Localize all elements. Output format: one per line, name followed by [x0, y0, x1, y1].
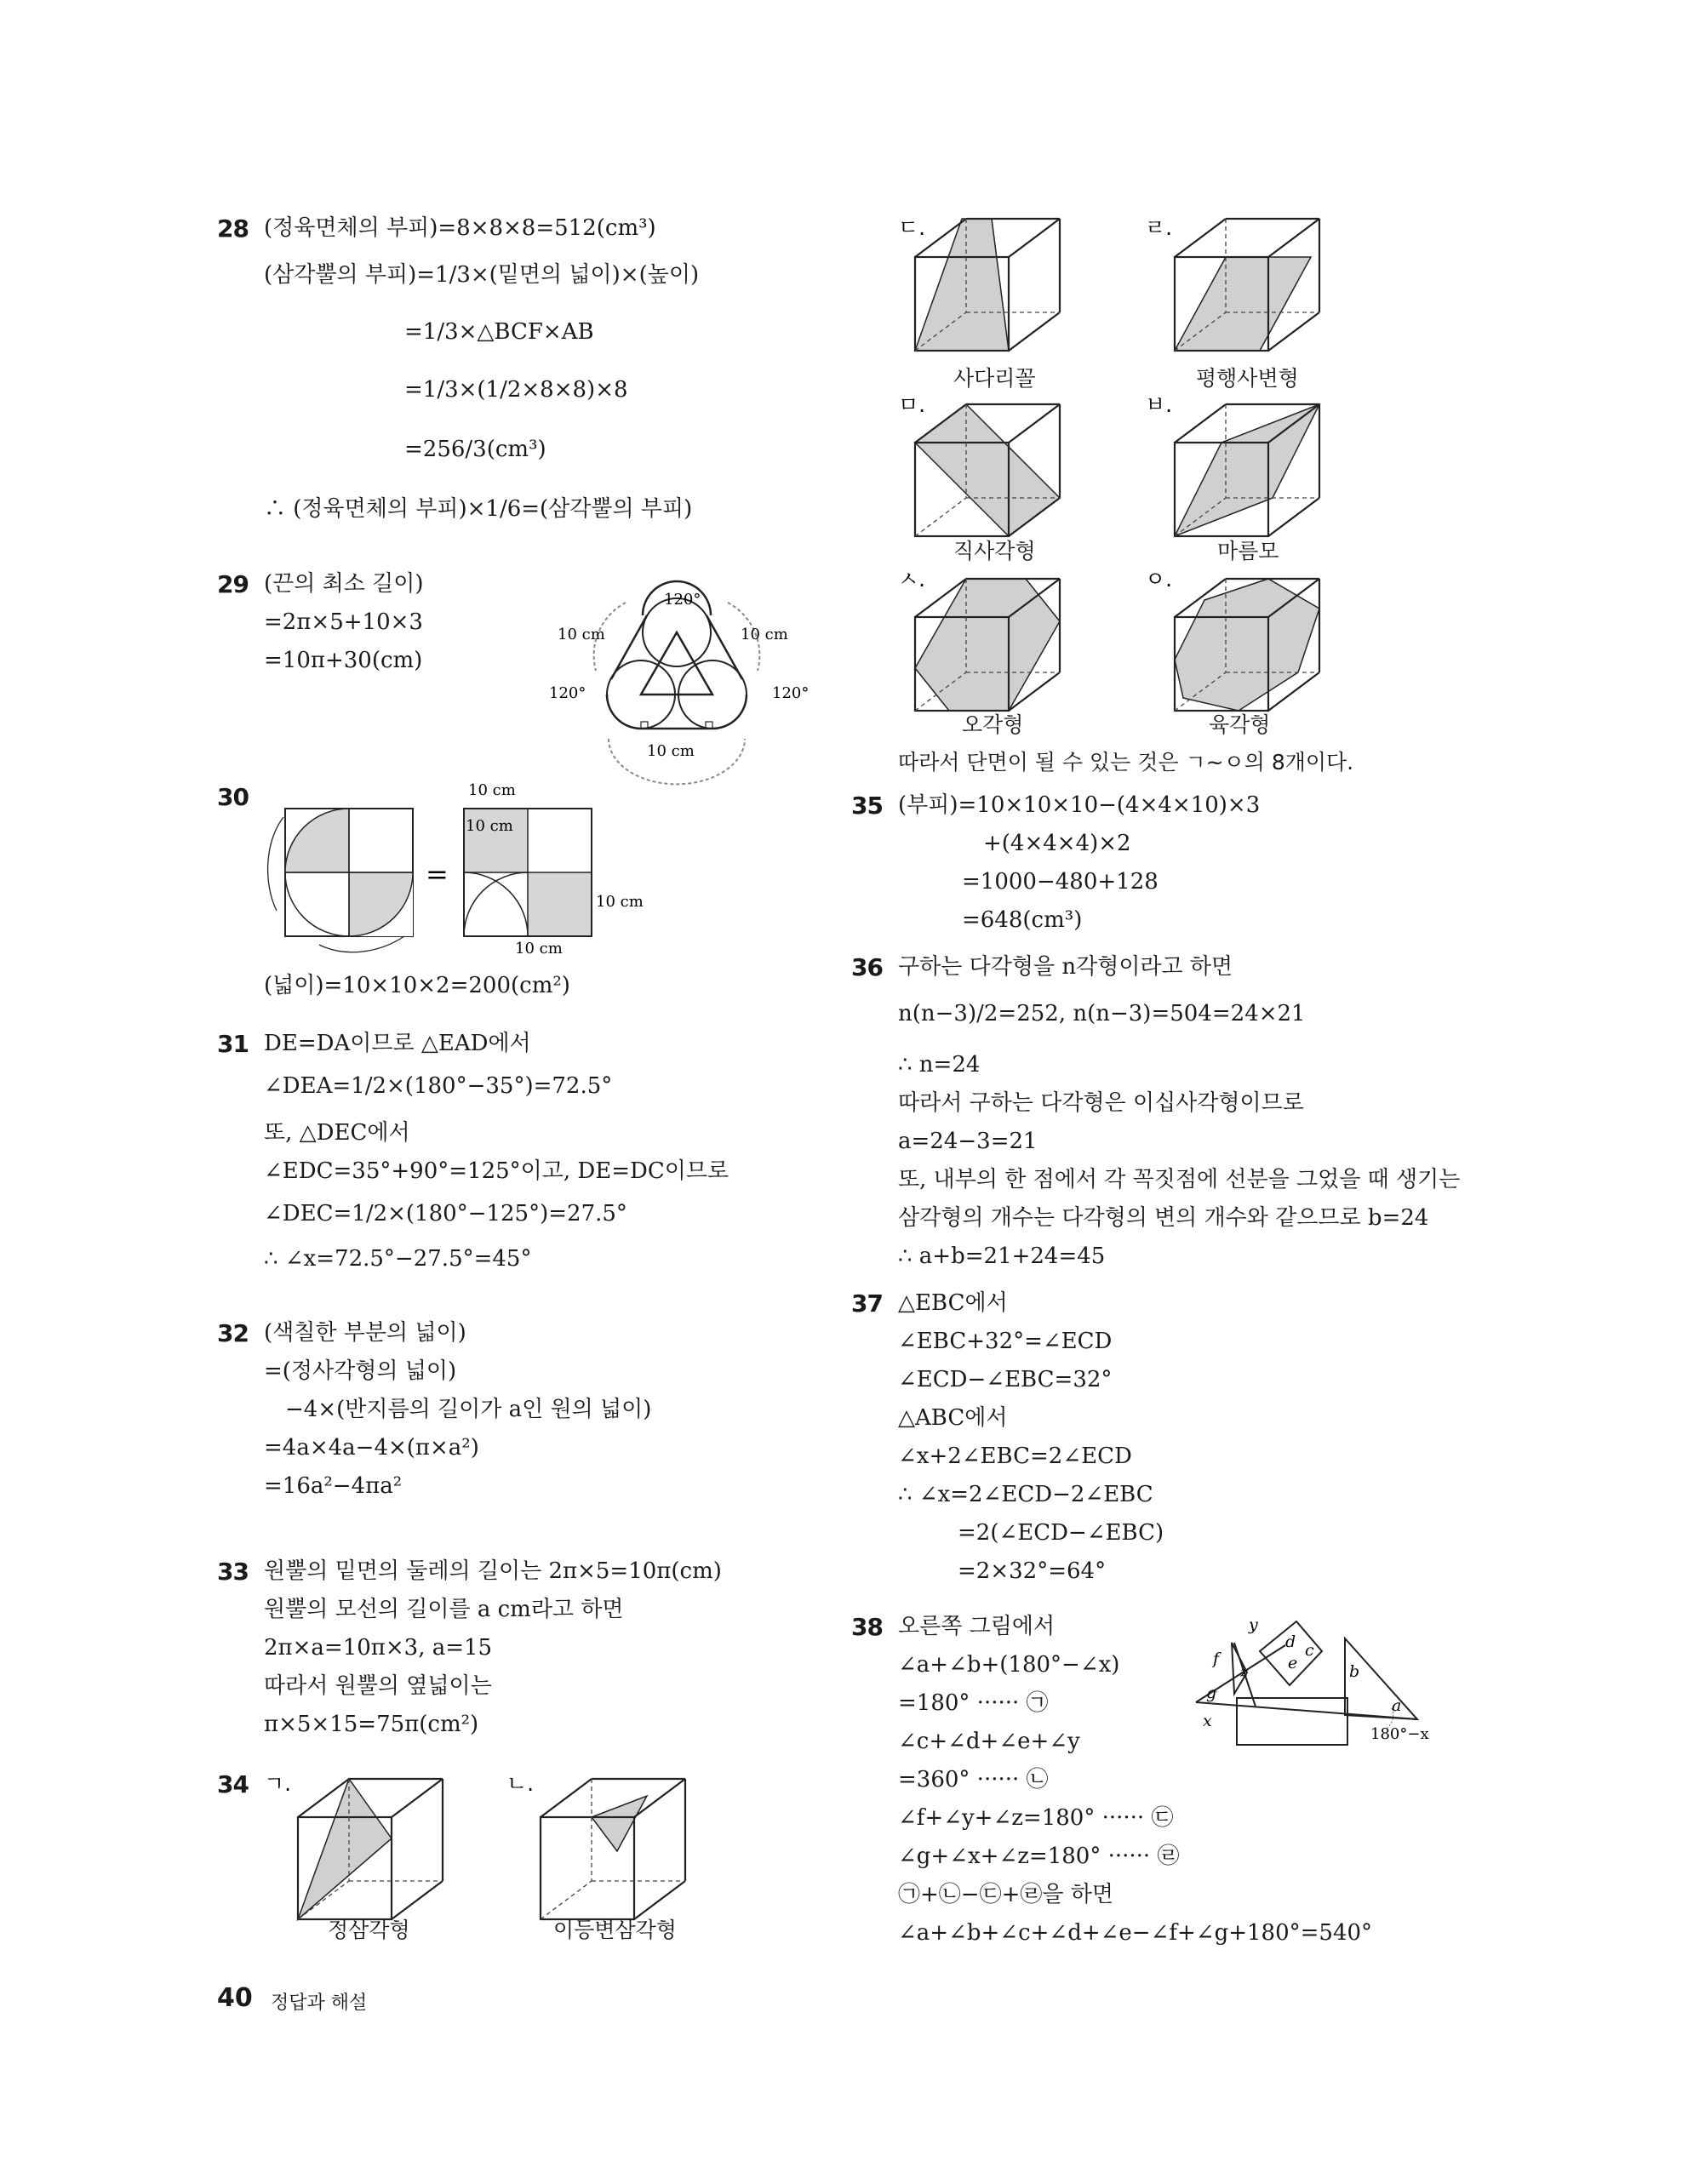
- solution-line: ∠c+∠d+∠e+∠y: [898, 1729, 1080, 1754]
- angle-label: z: [1240, 1664, 1248, 1681]
- problem-number: 28: [217, 214, 249, 243]
- solution-line: π×5×15=75π(cm²): [264, 1712, 479, 1737]
- cube-section-3: [898, 214, 1094, 385]
- solution-line: ∠DEC=1/2×(180°−125°)=27.5°: [264, 1201, 627, 1226]
- cube-caption: 사다리꼴: [953, 366, 1036, 391]
- cube-mark: ㅇ.: [1145, 567, 1173, 592]
- solution-line: ∠g+∠x+∠z=180° ······ ㉣: [898, 1844, 1180, 1869]
- three-circles-figure: [549, 577, 810, 760]
- solution-line: ∠ECD−∠EBC=32°: [898, 1367, 1113, 1392]
- solution-line: ∠a+∠b+∠c+∠d+∠e−∠f+∠g+180°=540°: [898, 1920, 1373, 1946]
- solution-line: ∠f+∠y+∠z=180° ······ ㉢: [898, 1805, 1174, 1831]
- problem-number: 30: [217, 783, 249, 811]
- solution-line: (색칠한 부분의 넓이): [264, 1320, 466, 1346]
- solution-line: ∠DEA=1/2×(180°−35°)=72.5°: [264, 1073, 613, 1099]
- solution-line: 원뿔의 모선의 길이를 a cm라고 하면: [264, 1597, 624, 1622]
- solution-line: =2(∠ECD−∠EBC): [958, 1520, 1164, 1546]
- cube-mark: ㄷ.: [898, 215, 926, 240]
- problem-28: [217, 214, 864, 538]
- cube-mark: ㄹ.: [1145, 215, 1173, 240]
- problem-34-conclusion: 따라서 단면이 될 수 있는 것은 ㄱ~ㅇ의 8개이다.: [898, 750, 1354, 775]
- solution-line: =2π×5+10×3: [264, 609, 423, 635]
- cube-section-5: [898, 392, 1094, 553]
- solution-line: a=24−3=21: [898, 1129, 1038, 1154]
- solution-line: =256/3(cm³): [404, 437, 546, 462]
- solution-line: (정육면체의 부피)=8×8×8=512(cm³): [264, 215, 656, 241]
- solution-line: 오른쪽 그림에서: [898, 1614, 1056, 1639]
- solution-line: ∠EBC+32°=∠ECD: [898, 1329, 1113, 1354]
- problem-30: [217, 783, 864, 1004]
- cube-section-7: [898, 566, 1094, 728]
- angle-label: 120°: [549, 684, 586, 702]
- solution-line: (부피)=10×10×10−(4×4×10)×3: [898, 792, 1261, 818]
- cube-section-8: [1145, 566, 1341, 728]
- solution-line: 삼각형의 개수는 다각형의 변의 개수와 같으므로 b=24: [898, 1205, 1429, 1231]
- problem-number: 31: [217, 1030, 249, 1058]
- cube-mark: ㅂ.: [1145, 392, 1173, 417]
- solution-line: =4a×4a−4×(π×a²): [264, 1435, 479, 1461]
- solution-line: 원뿔의 밑면의 둘레의 길이는 2π×5=10π(cm): [264, 1558, 722, 1584]
- angle-label: f: [1213, 1649, 1220, 1668]
- solution-line: (끈의 최소 길이): [264, 571, 424, 597]
- solution-line: ∠EDC=35°+90°=125°이고, DE=DC이므로: [264, 1158, 729, 1184]
- solution-line: 또, △DEC에서: [264, 1120, 410, 1146]
- solution-line: △EBC에서: [898, 1290, 1008, 1316]
- solution-line: (삼각뿔의 부피)=1/3×(밑면의 넓이)×(높이): [264, 262, 700, 288]
- solution-line: ∴ ∠x=2∠ECD−2∠EBC: [898, 1482, 1153, 1507]
- solution-line: ∴ a+b=21+24=45: [898, 1244, 1106, 1269]
- problem-number: 33: [217, 1558, 249, 1586]
- solution-line: ∴ (정육면체의 부피)×1/6=(삼각뿔의 부피): [264, 496, 693, 522]
- problem-number: 35: [851, 792, 883, 820]
- solution-line: 또, 내부의 한 점에서 각 꼭짓점에 선분을 그었을 때 생기는: [898, 1167, 1461, 1192]
- length-label: 10 cm: [515, 940, 563, 958]
- solution-line: 2π×a=10π×3, a=15: [264, 1635, 493, 1661]
- angle-figure: [1187, 1613, 1443, 1758]
- cube-section-6: [1145, 392, 1341, 553]
- cube-caption: 이등변삼각형: [553, 1918, 677, 1942]
- cube-caption: 정삼각형: [328, 1918, 410, 1942]
- angle-label: e: [1288, 1654, 1298, 1672]
- solution-line: (넓이)=10×10×2=200(cm²): [264, 973, 570, 998]
- angle-label: 180°−x: [1370, 1725, 1429, 1743]
- cube-caption: 육각형: [1209, 712, 1271, 737]
- angle-label: d: [1285, 1632, 1296, 1651]
- cube-mark: ㄴ.: [506, 1771, 535, 1796]
- shaded-squares-figure: [268, 783, 660, 962]
- angle-label: 120°: [772, 684, 810, 702]
- problem-31: [217, 1030, 864, 1285]
- solution-line: 따라서 원뿔의 옆넓이는: [264, 1673, 492, 1699]
- problem-number: 36: [851, 953, 883, 981]
- solution-line: −4×(반지름의 길이가 a인 원의 넓이): [285, 1397, 652, 1422]
- solution-line: DE=DA이므로 △EAD에서: [264, 1031, 531, 1056]
- solution-line: =10π+30(cm): [264, 648, 423, 673]
- problem-33: [217, 1558, 864, 1753]
- solution-line: ∠x+2∠EBC=2∠ECD: [898, 1444, 1132, 1469]
- solution-line: △ABC에서: [898, 1405, 1008, 1431]
- length-label: 10 cm: [596, 893, 644, 911]
- solution-line: ∴ n=24: [898, 1052, 981, 1078]
- angle-label: a: [1392, 1696, 1402, 1715]
- problem-35: [851, 792, 1464, 945]
- problem-29: [217, 570, 864, 766]
- length-label: 10 cm: [468, 781, 516, 799]
- solution-line: +(4×4×4)×2: [983, 831, 1131, 856]
- angle-label: c: [1305, 1641, 1314, 1660]
- solution-line: =(정사각형의 넓이): [264, 1358, 457, 1384]
- cube-caption: 오각형: [962, 712, 1024, 737]
- solution-line: ㉠+㉡−㉢+㉣을 하면: [898, 1882, 1113, 1907]
- angle-label: x: [1203, 1712, 1212, 1730]
- angle-label: g: [1206, 1684, 1217, 1702]
- cube-caption: 마름모: [1217, 539, 1279, 563]
- length-label: 10 cm: [558, 626, 605, 643]
- equals-sign: =: [426, 858, 449, 890]
- problem-36: [851, 953, 1464, 1277]
- problem-32: [217, 1319, 864, 1515]
- cube-mark: ㅅ.: [898, 567, 926, 592]
- problem-number: 37: [851, 1289, 883, 1318]
- angle-label: 120°: [664, 591, 701, 609]
- solution-line: ∴ ∠x=72.5°−27.5°=45°: [264, 1246, 532, 1272]
- cube-mark: ㅁ.: [898, 392, 926, 417]
- length-label: 10 cm: [741, 626, 788, 643]
- solution-line: ∠a+∠b+(180°−∠x): [898, 1652, 1120, 1678]
- solution-line: 따라서 구하는 다각형은 이십사각형이므로: [898, 1090, 1304, 1116]
- solution-line: n(n−3)/2=252, n(n−3)=504=24×21: [898, 1001, 1306, 1026]
- problem-37: [851, 1289, 1464, 1596]
- solution-line: 구하는 다각형을 n각형이라고 하면: [898, 954, 1233, 980]
- solution-line: =180° ······ ㉠: [898, 1690, 1049, 1716]
- solution-line: =648(cm³): [962, 907, 1083, 933]
- angle-label: b: [1349, 1662, 1360, 1681]
- angle-label: y: [1249, 1615, 1258, 1634]
- page-number: 40: [217, 1983, 253, 2013]
- solution-line: =16a²−4πa²: [264, 1473, 403, 1499]
- solution-line: =360° ······ ㉡: [898, 1767, 1049, 1792]
- problem-number: 29: [217, 570, 249, 598]
- solution-line: =1000−480+128: [962, 869, 1159, 895]
- footer-title: 정답과 해설: [271, 1992, 368, 2014]
- cube-caption: 직사각형: [953, 539, 1036, 563]
- solution-line: =1/3×(1/2×8×8)×8: [404, 377, 628, 403]
- cube-mark: ㄱ.: [264, 1771, 292, 1796]
- problem-34-left: [217, 1770, 864, 1941]
- solution-line: =1/3×△BCF×AB: [404, 319, 594, 345]
- solution-line: =2×32°=64°: [958, 1558, 1107, 1584]
- problem-38: [851, 1613, 1464, 1953]
- problem-number: 38: [851, 1613, 883, 1641]
- problem-number: 32: [217, 1319, 249, 1347]
- problem-number: 34: [217, 1770, 249, 1798]
- cube-section-4: [1145, 214, 1341, 385]
- length-label: 10 cm: [647, 742, 695, 760]
- length-label: 10 cm: [466, 817, 513, 835]
- cube-caption: 평행사변형: [1196, 366, 1299, 391]
